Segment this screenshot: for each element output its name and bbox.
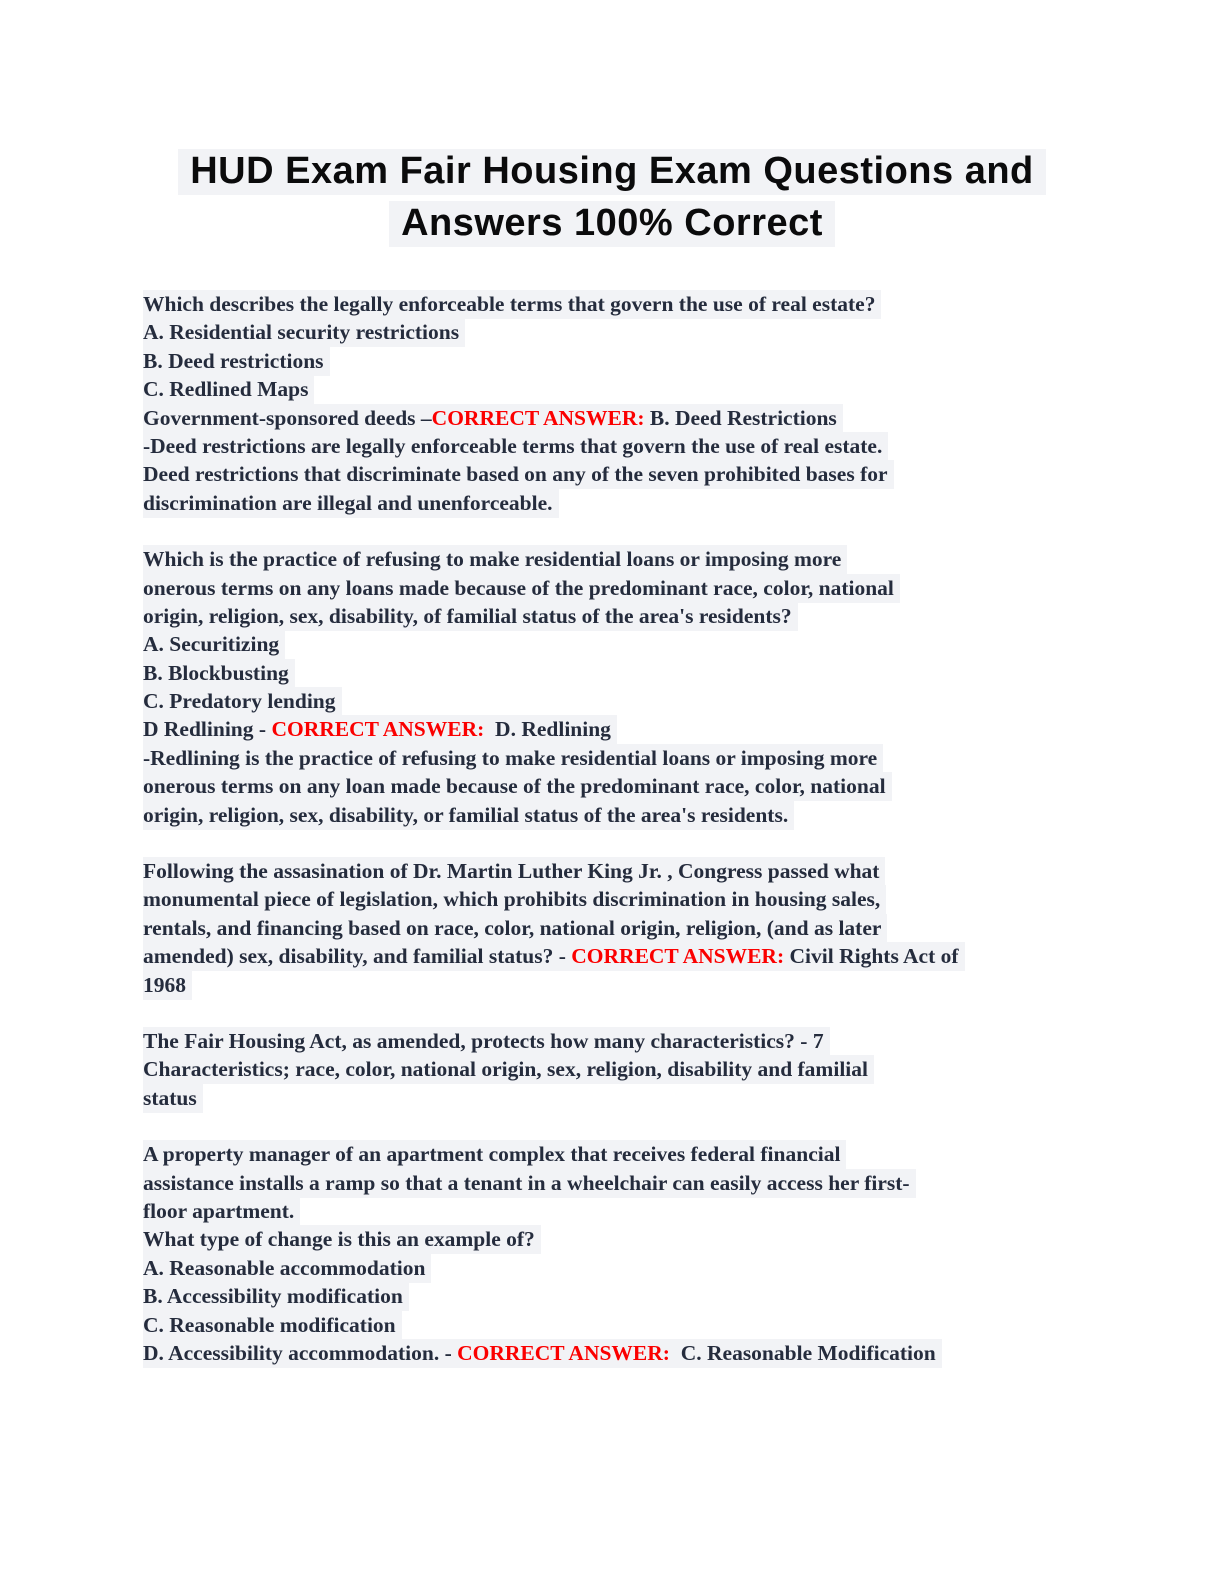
text-segment: origin, religion, sex, disability, or familial status of the area's residents. [143, 802, 789, 827]
text-line [143, 404, 1094, 432]
text-segment: -Redlining is the practice of refusing to make residential loans or imposing more [143, 745, 878, 770]
text-line [143, 885, 1094, 913]
title-line-2 [0, 197, 1224, 249]
highlighted-text [143, 942, 965, 971]
text-line [143, 659, 1094, 687]
text-segment: The Fair Housing Act, as amended, protects how many characteristics? - 7 [143, 1028, 824, 1053]
text-segment: amended) sex, disability, and familial status? - [143, 944, 572, 969]
text-segment: B. Blockbusting [143, 660, 289, 685]
text-segment: D. Redlining [484, 717, 611, 742]
text-line [143, 1197, 1094, 1225]
text-segment: Government-sponsored deeds – [143, 405, 432, 430]
text-line [143, 545, 1094, 573]
text-segment: C. Predatory lending [143, 689, 336, 714]
correct-answer-label: CORRECT ANSWER: [457, 1340, 670, 1365]
text-segment: C. Redlined Maps [143, 377, 309, 402]
text-segment: C. Reasonable Modification [669, 1340, 936, 1365]
document-body [143, 290, 1094, 1367]
highlighted-text [143, 1169, 916, 1198]
qa-block [143, 1140, 1094, 1367]
text-segment: D Redlining - [143, 717, 272, 742]
highlighted-text [143, 1055, 874, 1084]
text-segment: A. Securitizing [143, 632, 280, 657]
text-segment: Civil Rights Act of [784, 944, 959, 969]
text-segment: B. Deed Restrictions [644, 405, 837, 430]
highlighted-text [143, 375, 314, 404]
text-line [143, 347, 1094, 375]
highlighted-text [143, 318, 465, 347]
document-title [0, 0, 1224, 249]
text-segment: Following the assasination of Dr. Martin Luther King Jr. , Congress passed what [143, 859, 880, 884]
text-segment: onerous terms on any loan made because of the predominant race, color, national [143, 774, 886, 799]
text-line [143, 432, 1094, 460]
text-line [143, 1254, 1094, 1282]
text-segment: Which is the practice of refusing to make residential loans or imposing more [143, 547, 842, 572]
highlighted-text [143, 489, 559, 518]
highlighted-text [143, 574, 900, 603]
highlighted-text [143, 1084, 203, 1113]
text-line [143, 375, 1094, 403]
text-segment: -Deed restrictions are legally enforceable terms that govern the use of real estate. [143, 433, 883, 458]
highlighted-text [143, 1140, 846, 1169]
highlighted-text [143, 630, 285, 659]
text-line [143, 1055, 1094, 1083]
highlighted-text [143, 971, 192, 1000]
qa-block [143, 1027, 1094, 1112]
text-segment: What type of change is this an example of? [143, 1227, 535, 1252]
highlighted-text [143, 460, 894, 489]
highlighted-text [143, 1282, 409, 1311]
correct-answer-label: CORRECT ANSWER: [571, 944, 785, 969]
text-segment: B. Deed restrictions [143, 348, 324, 373]
text-segment: rentals, and financing based on race, color, national origin, religion, (and as later [143, 915, 882, 940]
text-segment: floor apartment. [143, 1198, 295, 1223]
text-line [143, 290, 1094, 318]
text-line [143, 1311, 1094, 1339]
highlighted-text [143, 404, 843, 433]
highlighted-text [143, 1254, 431, 1283]
text-line [143, 857, 1094, 885]
text-line [143, 971, 1094, 999]
text-line [143, 1140, 1094, 1168]
text-line [143, 489, 1094, 517]
correct-answer-label: CORRECT ANSWER: [431, 405, 645, 430]
highlighted-text [143, 744, 883, 773]
highlighted-text [143, 1311, 402, 1340]
text-line [143, 602, 1094, 630]
text-segment: status [143, 1085, 197, 1110]
text-segment: monumental piece of legislation, which prohibits discrimination in housing sales, [143, 887, 881, 912]
text-line [143, 1169, 1094, 1197]
text-segment: B. Accessibility modification [143, 1284, 403, 1309]
highlighted-text [143, 1225, 541, 1254]
text-segment: D. Accessibility accommodation. - [143, 1340, 458, 1365]
text-line [143, 1084, 1094, 1112]
text-line [143, 1027, 1094, 1055]
text-segment: Which describes the legally enforceable terms that govern the use of real estate? [143, 292, 876, 316]
highlighted-text [143, 347, 330, 376]
text-line [143, 801, 1094, 829]
text-segment: discrimination are illegal and unenforceable. [143, 490, 553, 515]
highlighted-text [143, 602, 798, 631]
text-segment: Characteristics; race, color, national origin, sex, religion, disability and familial [143, 1057, 868, 1082]
text-line [143, 914, 1094, 942]
text-line [143, 1225, 1094, 1253]
qa-block [143, 857, 1094, 999]
highlighted-text [143, 914, 887, 943]
text-segment: assistance installs a ramp so that a tenant in a wheelchair can easily access her first- [143, 1170, 910, 1195]
highlighted-text [143, 801, 794, 830]
correct-answer-label: CORRECT ANSWER: [271, 717, 485, 742]
title-text-1: HUD Exam Fair Housing Exam Questions and [178, 149, 1046, 195]
text-segment: A. Residential security restrictions [143, 320, 460, 345]
qa-block [143, 290, 1094, 517]
text-segment: A. Reasonable accommodation [143, 1255, 426, 1280]
text-segment: C. Reasonable modification [143, 1312, 396, 1337]
highlighted-text [143, 290, 881, 319]
text-line [143, 630, 1094, 658]
highlighted-text [143, 885, 886, 914]
highlighted-text [143, 659, 295, 688]
highlighted-text [143, 857, 885, 886]
highlighted-text [143, 432, 888, 461]
qa-block [143, 545, 1094, 829]
title-line-1 [0, 145, 1224, 197]
text-line [143, 772, 1094, 800]
text-line [143, 744, 1094, 772]
text-segment: 1968 [143, 972, 186, 997]
highlighted-text [143, 545, 847, 574]
text-line [143, 942, 1094, 970]
highlighted-text [143, 1339, 942, 1368]
text-segment: A property manager of an apartment complex that receives federal financial [143, 1142, 841, 1167]
title-text-2: Answers 100% Correct [389, 201, 835, 247]
text-line [143, 1339, 1094, 1367]
highlighted-text [143, 715, 617, 744]
text-line [143, 318, 1094, 346]
highlighted-text [143, 687, 342, 716]
text-line [143, 687, 1094, 715]
text-segment: onerous terms on any loans made because of the predominant race, color, national [143, 575, 894, 600]
text-segment: Deed restrictions that discriminate based on any of the seven prohibited bases for [143, 462, 888, 487]
text-segment: origin, religion, sex, disability, of familial status of the area's residents? [143, 603, 792, 628]
highlighted-text [143, 1027, 830, 1056]
text-line [143, 1282, 1094, 1310]
text-line [143, 574, 1094, 602]
highlighted-text [143, 1197, 300, 1226]
text-line [143, 460, 1094, 488]
highlighted-text [143, 772, 892, 801]
text-line [143, 715, 1094, 743]
